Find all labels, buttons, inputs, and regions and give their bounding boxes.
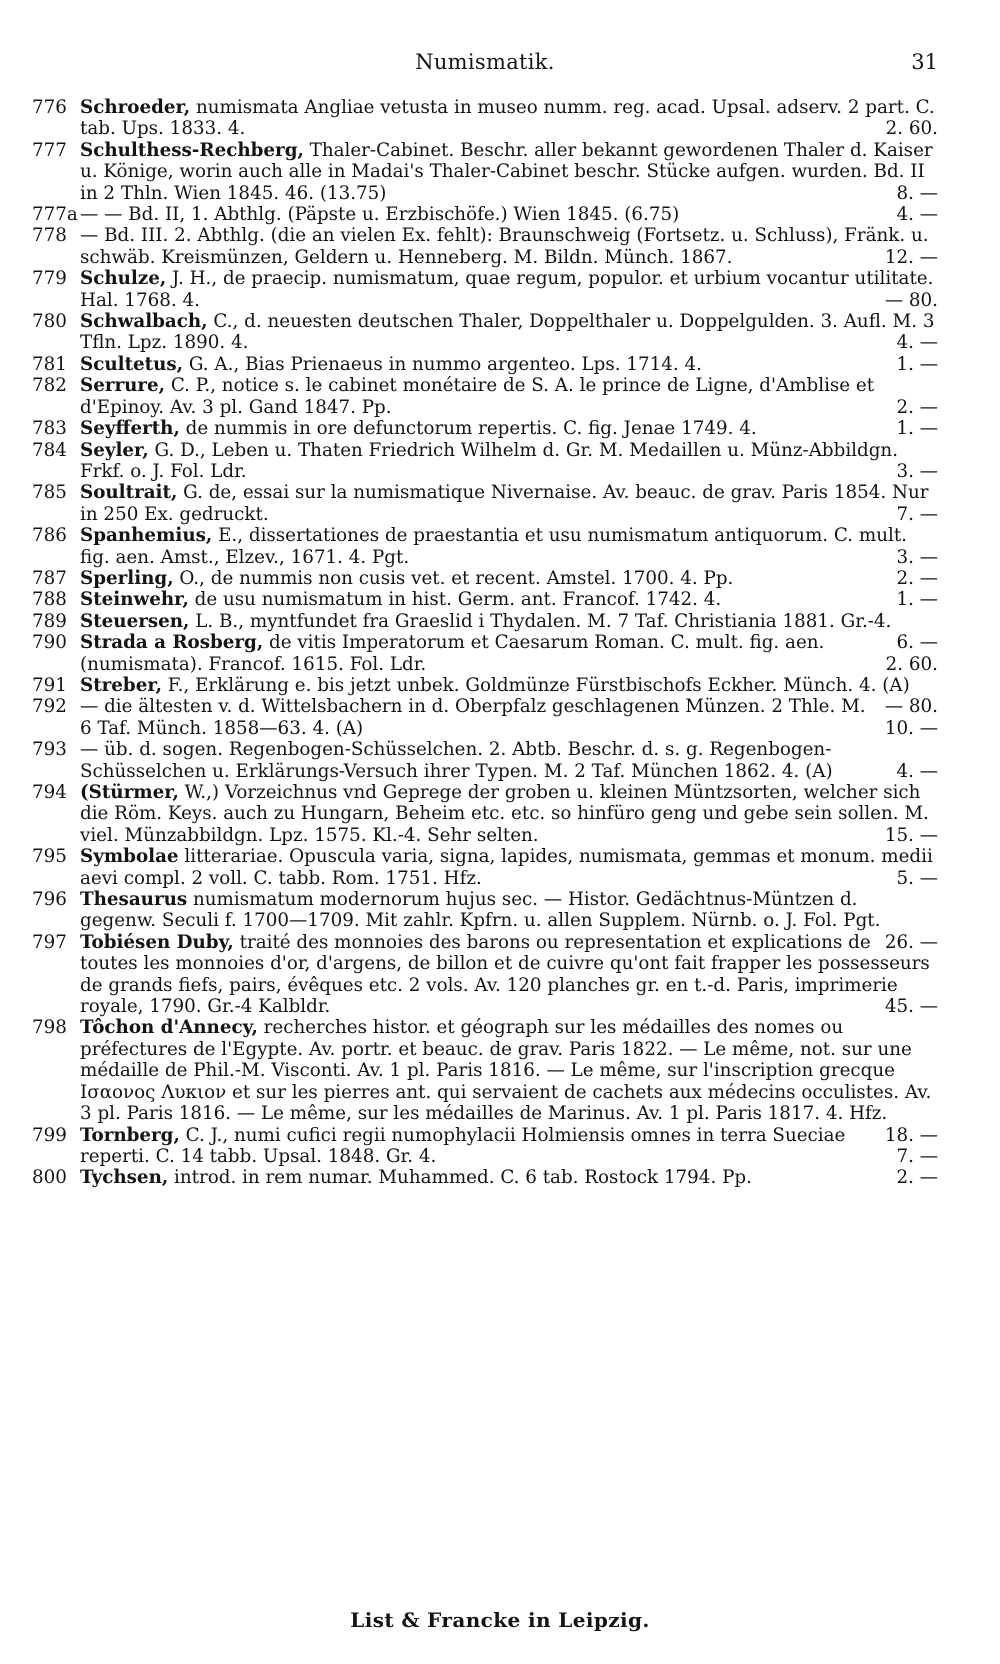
entry-body bbox=[80, 696, 866, 738]
entry-number: 788 bbox=[32, 589, 67, 611]
entry-number: 780 bbox=[32, 311, 67, 333]
entry-body bbox=[80, 889, 880, 931]
entry-author: Schwalbach, bbox=[80, 311, 208, 333]
entry-price: 18. — bbox=[884, 1124, 938, 1146]
entry-author: Strada a Rosberg, bbox=[80, 632, 264, 654]
entry-number: 778 bbox=[32, 225, 67, 247]
entry-number: 777a bbox=[32, 204, 78, 226]
entry-description: numismata Angliae vetusta in museo numm. reg. acad. Upsal. adserv. 2 part. C. tab. Ups. 1833. 4. bbox=[80, 97, 935, 140]
entry-price: 15. — bbox=[884, 824, 938, 846]
entry-description: recherches histor. et géograph sur les médailles des nomes ou préfectures de l'Egypte. Av. portr. et beauc. de grav. Paris 1822. — Le même, not. sur une médaille de Phil.-M. Visconti. Av. 1 pl. Paris 1816. — Le même, sur l'inscription grecque Ισαονος Λυκιον et sur les pierres ant. qui servaient de cachets aux médecins occulistes. Av. 3 pl. Paris 1816. — Le même, sur les médailles de Marinus. Av. 1 pl. Paris 1817. 4. Hfz. bbox=[80, 1017, 932, 1125]
entry-author: Seyler, bbox=[80, 439, 149, 461]
entry-price: 1. — bbox=[896, 418, 938, 440]
entry-description: introd. in rem numar. Muhammed. C. 6 tab. Rostock 1794. Pp. bbox=[168, 1167, 752, 1189]
entry-price: — 80. bbox=[884, 696, 938, 718]
catalog-entry bbox=[32, 696, 938, 739]
catalog-entry bbox=[32, 440, 938, 483]
entry-author: Schulze, bbox=[80, 268, 167, 290]
entry-author: Schulthess-Rechberg, bbox=[80, 139, 304, 161]
entry-price: 1. — bbox=[896, 589, 938, 611]
entry-description: G. A., Bias Prienaeus in nummo argenteo. Lps. 1714. 4. bbox=[183, 353, 702, 375]
entry-price: 2. 60. bbox=[885, 653, 938, 675]
catalog-entry bbox=[32, 1167, 938, 1188]
entry-body bbox=[80, 739, 833, 781]
publisher-footer: List & Francke in Leipzig. bbox=[350, 1608, 650, 1632]
entry-number: 779 bbox=[32, 268, 67, 290]
catalog-entry bbox=[32, 97, 938, 140]
entry-price: 5. — bbox=[896, 867, 938, 889]
entry-author: Thesaurus bbox=[80, 889, 188, 911]
entry-author: Spanhemius, bbox=[80, 525, 213, 547]
entry-number: 785 bbox=[32, 482, 67, 504]
entry-body bbox=[80, 482, 929, 524]
entry-description: L. B., myntfundet fra Graeslid i Thydalen. M. 7 Taf. Christiania 1881. Gr.-4. bbox=[189, 610, 892, 632]
entry-description: W.,) Vorzeichnus vnd Geprege der groben u. kleinen Müntzsorten, welcher sich die Röm. Keys. auch zu Hungarn, Beheim etc. etc. so hinfüro geng und gebe sein sollen. M. viel. Münzabbildgn. Lpz. 1575. Kl.-4. Sehr selten. bbox=[80, 782, 929, 846]
entry-body bbox=[80, 1167, 752, 1188]
entry-body bbox=[80, 440, 898, 482]
catalog-entry bbox=[32, 932, 938, 1018]
entry-description: — — Bd. II, 1. Abthlg. (Päpste u. Erzbischöfe.) Wien 1845. (6.75) bbox=[80, 204, 680, 226]
entry-description: G. de, essai sur la numismatique Nivernaise. Av. beauc. de grav. Paris 1854. Nur in 250 Ex. gedruckt. bbox=[80, 482, 929, 525]
entry-number: 797 bbox=[32, 931, 67, 953]
entry-description: C. J., numi cufici regii numophylacii Holmiensis omnes in terra Sueciae reperti. C. 14 tabb. Upsal. 1848. Gr. 4. bbox=[80, 1124, 846, 1167]
entry-price: 2. — bbox=[896, 567, 938, 589]
catalog-entry bbox=[32, 418, 938, 439]
entry-author: Streber, bbox=[80, 674, 162, 696]
catalog-entry bbox=[32, 140, 938, 204]
entry-description: C., d. neuesten deutschen Thaler, Doppelthaler u. Doppelgulden. 3. Aufl. M. 3 Tfln. Lpz. 1890. 4. bbox=[80, 311, 935, 354]
entry-price: 3. — bbox=[896, 460, 938, 482]
entry-description: F., Erklärung e. bis jetzt unbek. Goldmünze Fürstbischofs Eckher. Münch. 4. (A) bbox=[162, 674, 910, 696]
page-title: Numismatik. bbox=[415, 50, 555, 74]
entry-price: 7. — bbox=[896, 503, 938, 525]
entry-number: 776 bbox=[32, 97, 67, 118]
entry-price: — 80. bbox=[884, 289, 938, 311]
entry-price: 12. — bbox=[884, 246, 938, 268]
entry-author: Sperling, bbox=[80, 567, 174, 589]
entry-description: numismatum modernorum hujus sec. — Histor. Gedächtnus-Müntzen d. gegenw. Seculi f. 1700—1709. Mit zahlr. Kpfrn. u. allen Supplem. Nürnb. o. J. Fol. Pgt. bbox=[80, 889, 881, 932]
page-header bbox=[32, 50, 938, 80]
entry-author: Serrure, bbox=[80, 375, 166, 397]
entry-price: 4. — bbox=[896, 760, 938, 782]
entry-author: Steuersen, bbox=[80, 610, 190, 632]
entry-number: 784 bbox=[32, 439, 67, 461]
entry-price: 10. — bbox=[884, 717, 938, 739]
entry-body bbox=[80, 782, 929, 846]
entry-body bbox=[80, 632, 824, 674]
entry-number: 787 bbox=[32, 567, 67, 589]
entry-body bbox=[80, 611, 891, 632]
entry-number: 783 bbox=[32, 418, 67, 440]
entry-price: 8. — bbox=[896, 182, 938, 204]
catalog-entry bbox=[32, 354, 938, 375]
entry-price: 2. — bbox=[896, 1167, 938, 1189]
entry-number: 777 bbox=[32, 139, 67, 161]
entry-price: 6. — bbox=[896, 632, 938, 654]
entry-number: 793 bbox=[32, 739, 67, 761]
entry-description: E., dissertationes de praestantia et usu numismatum antiquorum. C. mult. fig. aen. Amst., Elzev., 1671. 4. Pgt. bbox=[80, 525, 907, 568]
catalog-entry bbox=[32, 482, 938, 525]
entry-body bbox=[80, 589, 721, 610]
entry-number: 791 bbox=[32, 674, 67, 696]
entry-body bbox=[80, 1125, 845, 1167]
entry-number: 798 bbox=[32, 1017, 67, 1039]
entry-number: 800 bbox=[32, 1167, 67, 1189]
entry-price: 1. — bbox=[896, 353, 938, 375]
entry-author: Symbolae bbox=[80, 846, 179, 868]
entry-description: de nummis in ore defunctorum repertis. C. fig. Jenae 1749. 4. bbox=[179, 418, 757, 440]
entry-number: 790 bbox=[32, 632, 67, 654]
entry-description: — die ältesten v. d. Wittelsbachern in d. Oberpfalz geschlagenen Münzen. 2 Thle. M. 6 Taf. Münch. 1858—63. 4. (A) bbox=[80, 696, 866, 739]
entry-body bbox=[80, 311, 934, 353]
catalog-entries bbox=[32, 97, 938, 1189]
entry-description: J. H., de praecip. numismatum, quae regum, populor. et urbium vocantur utilitate. Hal. 1768. 4. bbox=[80, 268, 934, 311]
catalog-entry bbox=[32, 1125, 938, 1168]
catalog-entry bbox=[32, 782, 938, 846]
entry-author: Steinwehr, bbox=[80, 589, 189, 611]
entry-body bbox=[80, 418, 757, 439]
catalog-entry bbox=[32, 525, 938, 568]
entry-price: 2. — bbox=[896, 396, 938, 418]
catalog-entry bbox=[32, 311, 938, 354]
catalog-entry bbox=[32, 739, 938, 782]
catalog-entry bbox=[32, 568, 938, 589]
entry-description: litterariae. Opuscula varia, signa, lapides, numismata, gemmas et monum. medii aevi compl. 2 voll. C. tabb. Rom. 1751. Hfz. bbox=[80, 846, 933, 889]
entry-body bbox=[80, 675, 910, 696]
entry-author: Soultrait, bbox=[80, 482, 178, 504]
entry-body bbox=[80, 225, 929, 267]
entry-body bbox=[80, 204, 679, 225]
entry-price: 3. — bbox=[896, 546, 938, 568]
entry-price: 4. — bbox=[896, 332, 938, 354]
entry-body bbox=[80, 268, 933, 310]
entry-description: traité des monnoies des barons ou representation et explications de toutes les monnoies d'or, d'argens, de billon et de cuivre qu'ont fait frapper les possesseurs de grands fiefs, pairs, évêques etc. 2 vols. Av. 120 planches gr. en t.-d. Paris, imprimerie royale, 1790. Gr.-4 Kalbldr. bbox=[80, 931, 930, 1018]
entry-description: C. P., notice s. le cabinet monétaire de S. A. le prince de Ligne, d'Amblise et d'Epinoy. Av. 3 pl. Gand 1847. Pp. bbox=[80, 375, 875, 418]
entry-author: (Stürmer, bbox=[80, 782, 179, 803]
entry-author: Tobiésen Duby, bbox=[80, 931, 234, 953]
entry-number: 781 bbox=[32, 353, 67, 375]
entry-description: de usu numismatum in hist. Germ. ant. Francof. 1742. 4. bbox=[188, 589, 722, 611]
entry-price: 7. — bbox=[896, 1145, 938, 1167]
entry-number: 792 bbox=[32, 696, 67, 718]
catalog-entry bbox=[32, 204, 938, 225]
entry-body bbox=[80, 525, 907, 567]
catalog-entry bbox=[32, 225, 938, 268]
entry-description: — üb. d. sogen. Regenbogen-Schüsselchen. 2. Abtb. Beschr. d. s. g. Regenbogen-Schüsselchen u. Erklärungs-Versuch ihrer Typen. M. 2 Taf. München 1862. 4. (A) bbox=[80, 739, 833, 782]
catalog-entry bbox=[32, 589, 938, 610]
entry-author: Schroeder, bbox=[80, 97, 191, 118]
entry-body bbox=[80, 932, 930, 1017]
entry-description: Thaler-Cabinet. Beschr. aller bekannt gewordenen Thaler d. Kaiser u. Könige, worin auch alle in Madai's Thaler-Cabinet beschr. Stücke aufgen. wurden. Bd. II in 2 Thln. Wien 1845. 46. (13.75) bbox=[80, 139, 933, 204]
entry-description: G. D., Leben u. Thaten Friedrich Wilhelm d. Gr. M. Medaillen u. Münz-Abbildgn. Frkf. o. J. Fol. Ldr. bbox=[80, 439, 899, 482]
entry-number: 782 bbox=[32, 375, 67, 397]
entry-number: 794 bbox=[32, 782, 67, 803]
entry-description: O., de nummis non cusis vet. et recent. Amstel. 1700. 4. Pp. bbox=[173, 567, 734, 589]
entry-number: 789 bbox=[32, 610, 67, 632]
entry-body bbox=[80, 846, 933, 888]
entry-number: 786 bbox=[32, 525, 67, 547]
entry-body bbox=[80, 375, 874, 417]
entry-number: 796 bbox=[32, 889, 67, 911]
entry-author: Tychsen, bbox=[80, 1167, 169, 1189]
entry-body bbox=[80, 140, 933, 204]
entry-description: — Bd. III. 2. Abthlg. (die an vielen Ex. fehlt): Braunschweig (Fortsetz. u. Schluss), Fränk. u. schwäb. Kreismünzen, Geldern u. Henneberg. M. Bildn. Münch. 1867. bbox=[80, 225, 929, 268]
entry-price: 2. 60. bbox=[885, 118, 938, 140]
entry-body bbox=[80, 568, 733, 589]
entry-price: 45. — bbox=[884, 996, 938, 1018]
catalog-entry bbox=[32, 375, 938, 418]
catalog-entry bbox=[32, 846, 938, 889]
entry-author: Seyfferth, bbox=[80, 418, 180, 440]
entry-author: Tornberg, bbox=[80, 1124, 180, 1146]
entry-body bbox=[80, 1017, 931, 1124]
entry-body bbox=[80, 354, 702, 375]
entry-number: 795 bbox=[32, 846, 67, 868]
catalog-entry bbox=[32, 632, 938, 675]
entry-price: 26. — bbox=[884, 931, 938, 953]
entry-description: de vitis Imperatorum et Caesarum Roman. C. mult. fig. aen. (numismata). Francof. 1615. Fol. Ldr. bbox=[80, 632, 825, 675]
entry-author: Scultetus, bbox=[80, 353, 184, 375]
entry-price: 4. — bbox=[896, 204, 938, 226]
entry-body bbox=[80, 97, 935, 139]
entry-author: Tôchon d'Annecy, bbox=[80, 1017, 258, 1039]
catalog-entry bbox=[32, 268, 938, 311]
entry-number: 799 bbox=[32, 1124, 67, 1146]
page-number: 31 bbox=[911, 50, 938, 74]
